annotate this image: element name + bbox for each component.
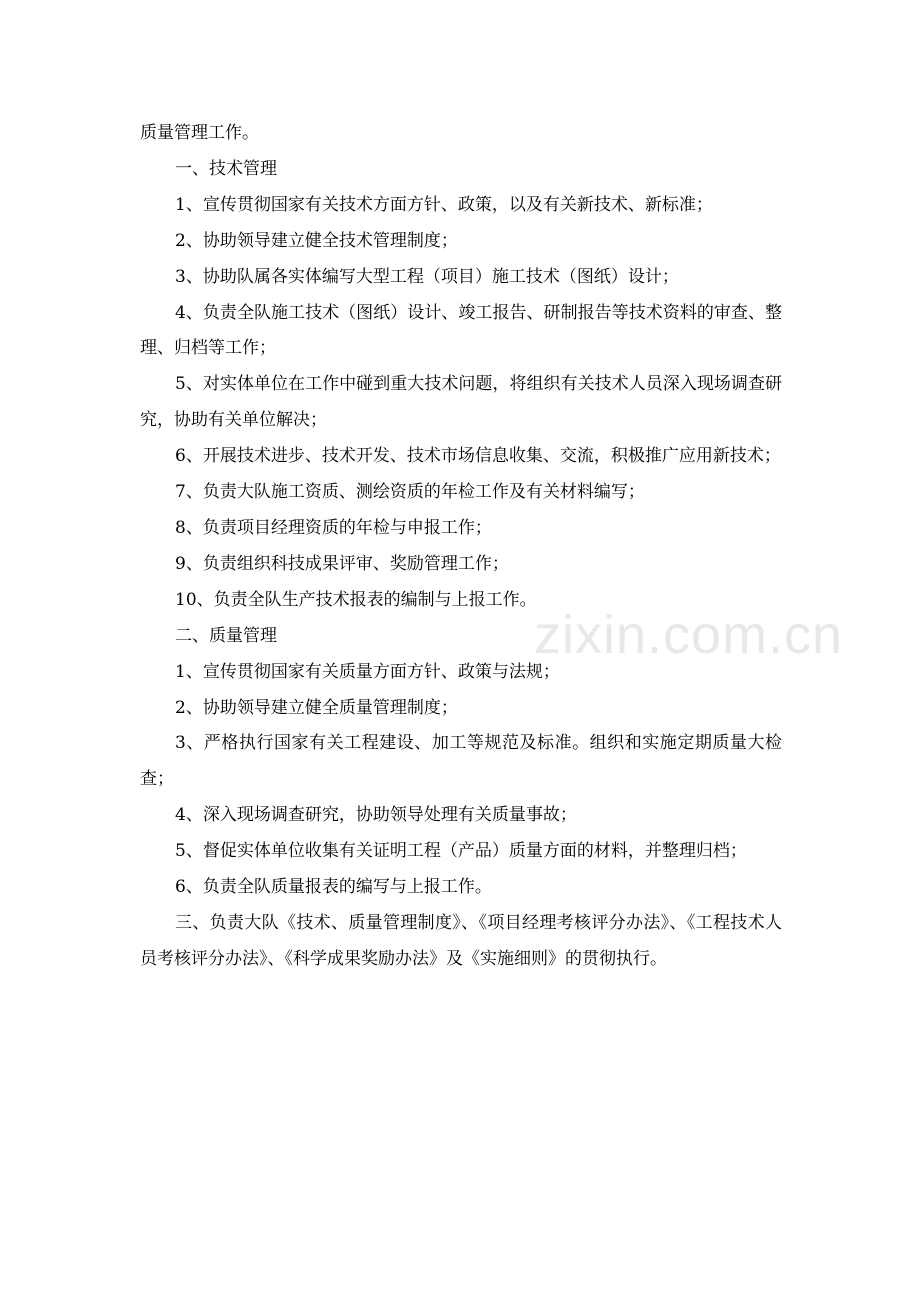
paragraph: 5、对实体单位在工作中碰到重大技术问题，将组织有关技术人员深入现场调查研究，协助有关单位解决； [140,374,782,431]
section-heading-regulations: 三、负责大队《技术、质量管理制度》、《项目经理考核评分办法》、《工程技术人员考核评分办法》、《科学成果奖励办法》及《实施细则》的贯彻执行。 [140,912,782,969]
paragraph: 1、宣传贯彻国家有关技术方面方针、政策，以及有关新技术、新标准； [175,194,713,215]
paragraph: 5、督促实体单位收集有关证明工程（产品）质量方面的材料，并整理归档； [175,841,747,862]
paragraph: 6、负责全队质量报表的编写与上报工作。 [175,877,492,898]
watermark: zixin.com.cn [534,605,844,665]
section-heading-quality-management: 二、质量管理 [175,625,277,646]
document-body [140,116,782,978]
paragraph-continuation: 质量管理工作。 [140,123,259,143]
paragraph: 9、负责组织科技成果评审、奖励管理工作； [175,553,509,574]
paragraph: 3、协助队属各实体编写大型工程（项目）施工技术（图纸）设计； [175,266,679,287]
section-heading-technical-management: 一、技术管理 [175,158,277,179]
paragraph: 3、严格执行国家有关工程建设、加工等规范及标准。组织和实施定期质量大检查； [140,733,782,790]
paragraph: 6、开展技术进步、技术开发、技术市场信息收集、交流，积极推广应用新技术； [175,446,781,467]
paragraph: 2、协助领导建立健全技术管理制度； [175,230,458,251]
paragraph: 1、宣传贯彻国家有关质量方面方针、政策与法规； [175,661,560,682]
paragraph: 4、深入现场调查研究，协助领导处理有关质量事故； [175,805,577,826]
paragraph: 2、协助领导建立健全质量管理制度； [175,697,458,718]
paragraph: 10、负责全队生产技术报表的编制与上报工作。 [175,589,537,610]
paragraph: 7、负责大队施工资质、测绘资质的年检工作及有关材料编写； [175,482,645,503]
paragraph: 8、负责项目经理资质的年检与申报工作； [175,517,492,538]
paragraph: 4、负责全队施工技术（图纸）设计、竣工报告、研制报告等技术资料的审查、整理、归档等工作； [140,302,782,359]
